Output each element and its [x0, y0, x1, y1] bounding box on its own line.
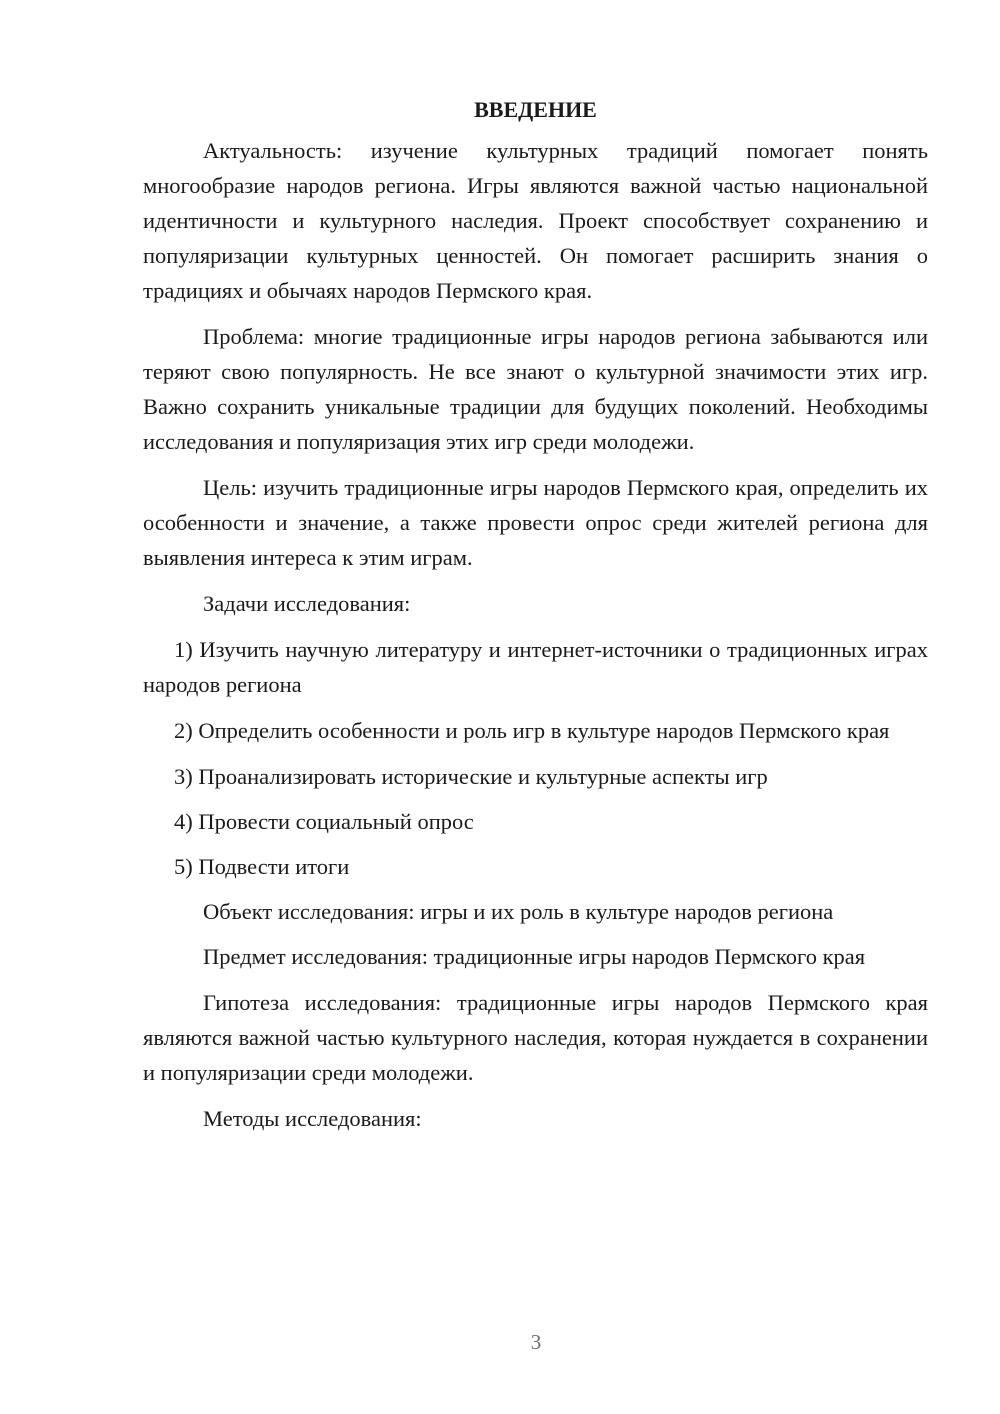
- page-number: 3: [530, 1330, 542, 1354]
- hypothesis-paragraph: Гипотеза исследования: традиционные игры народов Пермского края являются важной частью культурного наследия, которая нуждается в сохранении и популяризации среди молодежи.: [143, 990, 928, 1085]
- task-item: 2) Определить особенности и роль игр в культуре народов Пермского края: [174, 718, 890, 743]
- subject-paragraph: Предмет исследования: традиционные игры народов Пермского края: [203, 944, 866, 969]
- problem-paragraph: Проблема: многие традиционные игры народов региона забываются или теряют свою популярность. Не все знают о культурной значимости этих игр. Важно сохранить уникальные традиции для будущих поколений. Необходимы исследования и популяризация этих игр среди молодежи.: [143, 324, 928, 454]
- task-item: 5) Подвести итоги: [174, 854, 350, 879]
- methods-heading: Методы исследования:: [203, 1106, 422, 1131]
- relevance-paragraph: Актуальность: изучение культурных традиций помогает понять многообразие народов региона. Игры являются важной частью национальной идентичности и культурного наследия. Проект способствует сохранению и популяризации культурных ценностей. Он помогает расширить знания о традициях и обычаях народов Пермского края.: [143, 138, 928, 303]
- task-item: 3) Проанализировать исторические и культурные аспекты игр: [174, 764, 768, 789]
- object-paragraph: Объект исследования: игры и их роль в культуре народов региона: [203, 899, 834, 924]
- section-title: ВВЕДЕНИЕ: [474, 97, 597, 122]
- goal-paragraph: Цель: изучить традиционные игры народов Пермского края, определить их особенности и значение, а также провести опрос среди жителей региона для выявления интереса к этим играм.: [143, 475, 928, 570]
- tasks-heading: Задачи исследования:: [203, 591, 411, 616]
- task-item: 4) Провести социальный опрос: [174, 809, 474, 834]
- document-page: [143, 93, 928, 1136]
- task-item: 1) Изучить научную литературу и интернет-источники о традиционных играх народов региона: [143, 637, 928, 697]
